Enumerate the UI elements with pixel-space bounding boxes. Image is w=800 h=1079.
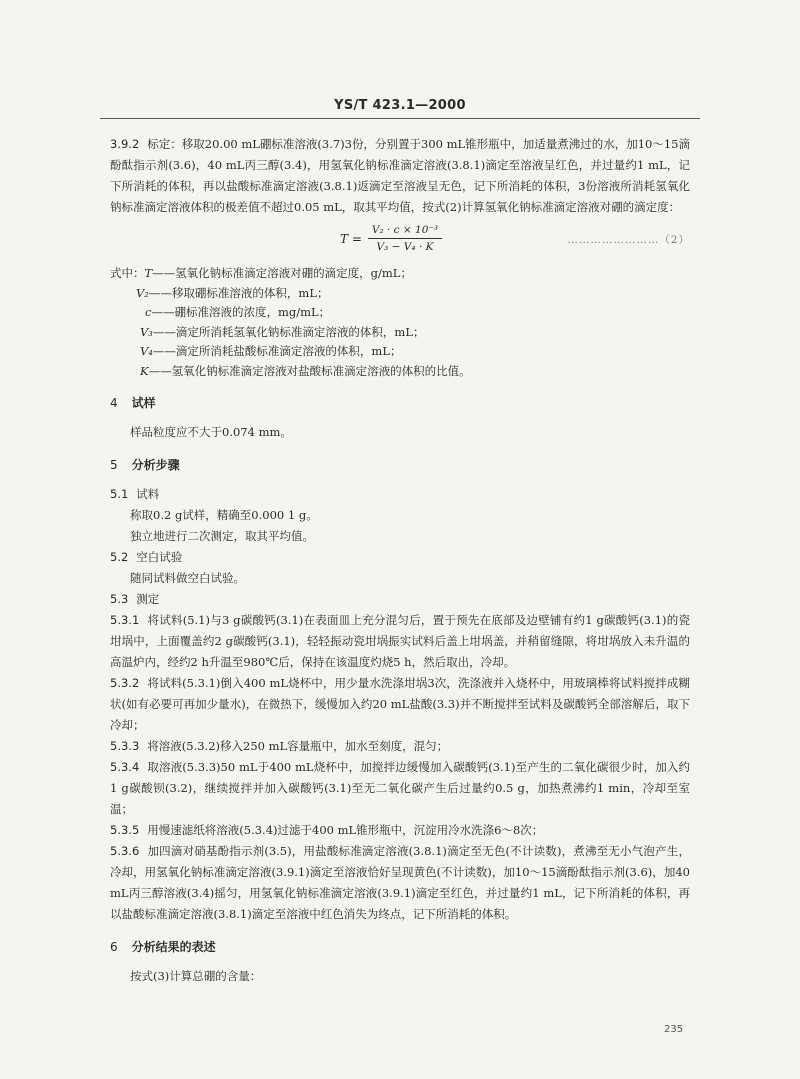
- formula-fraction: [368, 224, 442, 253]
- paragraph-5-3-1: [110, 610, 690, 673]
- clause-number: 5.3.4: [110, 760, 140, 774]
- paragraph-5-3-4: [110, 757, 690, 820]
- clause-number: 5.3: [110, 592, 129, 606]
- clause-title: 试料: [136, 487, 160, 501]
- clause-text: 将溶液(5.3.2)移入250 mL容量瓶中，加水至刻度，混匀；: [147, 739, 449, 753]
- clause-number: 5.3.5: [110, 823, 140, 837]
- clause-number: 5.3.3: [110, 739, 140, 753]
- definition-text: ——滴定所消耗盐酸标准滴定溶液的体积，mL；: [152, 344, 402, 358]
- paragraph-5-2: 随同试料做空白试验。: [130, 571, 245, 585]
- definition-symbol: V₃: [140, 324, 153, 339]
- definition-item: [110, 323, 690, 343]
- definition-item: [110, 284, 690, 304]
- section-title: 分析结果的表述: [131, 940, 216, 954]
- document-body: [110, 134, 690, 987]
- definition-item: [110, 342, 690, 362]
- paragraph-4: 样品粒度应不大于0.074 mm。: [130, 425, 292, 439]
- paragraph-5-1-line-1: 称取0.2 g试样，精确至0.000 1 g。: [130, 508, 318, 522]
- clause-number: 5.3.1: [110, 613, 140, 627]
- clause-number: 5.2: [110, 550, 129, 564]
- where-lead: 式中：: [110, 266, 145, 280]
- definition-text: ——氢氧化钠标准滴定溶液对盐酸标准滴定溶液的体积的比值。: [148, 363, 471, 378]
- definition-item: [110, 303, 690, 323]
- clause-title: 空白试验: [136, 550, 183, 564]
- section-number: 6: [110, 940, 118, 954]
- paragraph-5-1-line-2: 独立地进行二次测定，取其平均值。: [130, 529, 314, 543]
- definition-item: [110, 264, 690, 284]
- paragraph-5-3-6: [110, 841, 690, 925]
- subsection-5-2: [110, 547, 690, 568]
- formula-number: ……………………（2）: [567, 234, 690, 246]
- formula-2: [110, 222, 690, 262]
- section-title: 试样: [131, 396, 156, 410]
- definition-text: ——滴定所消耗氢氧化钠标准滴定溶液的体积，mL；: [152, 324, 425, 339]
- clause-number: 5.1: [110, 487, 129, 501]
- formula-body: [340, 224, 442, 253]
- section-heading-4: [110, 393, 690, 414]
- header-rule: [100, 118, 700, 119]
- section-heading-5: [110, 455, 690, 476]
- clause-text: 取溶液(5.3.3)50 mL于400 mL烧杯中，加搅拌边缓慢加入碳酸钙(3.1)至产生的二氧化碳很少时，加入约1 g碳酸钡(3.2)，继续搅拌并加入碳酸钙(3.1)至无二氧化碳产生后过量约0.5 g，加热煮沸约1 min，冷却至室温；: [110, 760, 690, 816]
- clause-title: 测定: [136, 592, 160, 606]
- paragraph-5-3-3: [110, 736, 690, 757]
- clause-number: 3.9.2: [110, 137, 140, 151]
- definition-text: ——氢氧化钠标准滴定溶液对硼的滴定度，g/mL；: [152, 266, 412, 280]
- definition-text: ——移取硼标准溶液的体积，mL；: [148, 285, 329, 300]
- clause-number: 5.3.6: [110, 844, 140, 858]
- definition-symbol: V₂: [136, 285, 149, 300]
- clause-text: 加四滴对硝基酚指示剂(3.5)，用盐酸标准滴定溶液(3.8.1)滴定至无色(不计读数)，煮沸至无小气泡产生，冷却，用氢氧化钠标准滴定溶液(3.9.1)滴定至溶液恰好呈现黄色(不计读数)，加10～15滴酚酞指示剂(3.6)，加40 mL丙三醇溶液(3.4)摇匀，用氢氧化钠标准滴定溶液(3.9.1)滴定至红色，并过量约1 mL，记下所消耗的体积，再以盐酸标准滴定溶液(3.8.1)滴定至溶液中红色消失为终点，记下所消耗的体积。: [110, 844, 690, 921]
- clause-text: 将试料(5.1)与3 g碳酸钙(3.1)在表面皿上充分混匀后，置于预先在底部及边壁铺有约1 g碳酸钙(3.1)的瓷坩埚中，上面覆盖约2 g碳酸钙(3.1)，轻轻振动瓷坩埚振实试料后盖上坩埚盖，并稍留缝隙，将坩埚放入未升温的高温炉内，经约2 h升温至980℃后，保持在该温度灼烧5 h，然后取出，冷却。: [110, 613, 690, 669]
- paragraph-5-3-2: [110, 673, 690, 736]
- section-number: 4: [110, 396, 118, 410]
- definition-item: [110, 362, 690, 382]
- page-number: 235: [664, 1024, 684, 1035]
- subsection-5-3: [110, 589, 690, 610]
- definition-symbol: V₄: [140, 344, 153, 358]
- formula-numerator: V₂ · c × 10⁻³: [368, 224, 442, 239]
- section-heading-6: [110, 937, 690, 958]
- definition-symbol: T: [144, 266, 153, 280]
- clause-text: 将试料(5.3.1)倒入400 mL烧杯中，用少量水洗涤坩埚3次，洗涤液并入烧杯中，用玻璃棒将试料搅拌成糊状(如有必要可再加少量水)，在微热下，缓慢加入约20 mL盐酸(3.3)并不断搅拌至试料及碳酸钙全部溶解后，取下冷却；: [110, 676, 690, 732]
- clause-text: 标定：移取20.00 mL硼标准溶液(3.7)3份，分别置于300 mL锥形瓶中，加适量煮沸过的水，加10～15滴酚酞指示剂(3.6)，40 mL丙三醇(3.4)，用氢氧化钠标准滴定溶液(3.8.1)滴定至溶液呈红色，并过量约1 mL，记下所消耗的体积，再以盐酸标准滴定溶液(3.8.1)返滴定至溶液呈无色，记下所消耗的体积，3份溶液所消耗氢氧化钠标准滴定溶液体积的极差值不超过0.05 mL，取其平均值，按式(2)计算氢氧化钠标准滴定溶液对硼的滴定度：: [110, 137, 690, 214]
- clause-text: 用慢速滤纸将溶液(5.3.4)过滤于400 mL锥形瓶中，沉淀用冷水洗涤6～8次；: [147, 823, 544, 837]
- clause-number: 5.3.2: [110, 676, 140, 690]
- section-title: 分析步骤: [131, 458, 180, 472]
- subsection-5-1: [110, 484, 690, 505]
- paragraph-6: 按式(3)计算总硼的含量：: [130, 969, 262, 983]
- page-header-title: YS/T 423.1—2000: [334, 98, 466, 113]
- definition-symbol: K: [140, 363, 149, 378]
- section-number: 5: [110, 458, 118, 472]
- formula-denominator: V₃ − V₄ · K: [376, 241, 434, 253]
- formula-lhs: T =: [340, 231, 362, 246]
- definition-text: ——硼标准溶液的浓度，mg/mL；: [151, 305, 331, 319]
- definition-symbol: c: [145, 305, 152, 319]
- paragraph-5-3-5: [110, 820, 690, 841]
- paragraph-3-9-2: [110, 134, 690, 218]
